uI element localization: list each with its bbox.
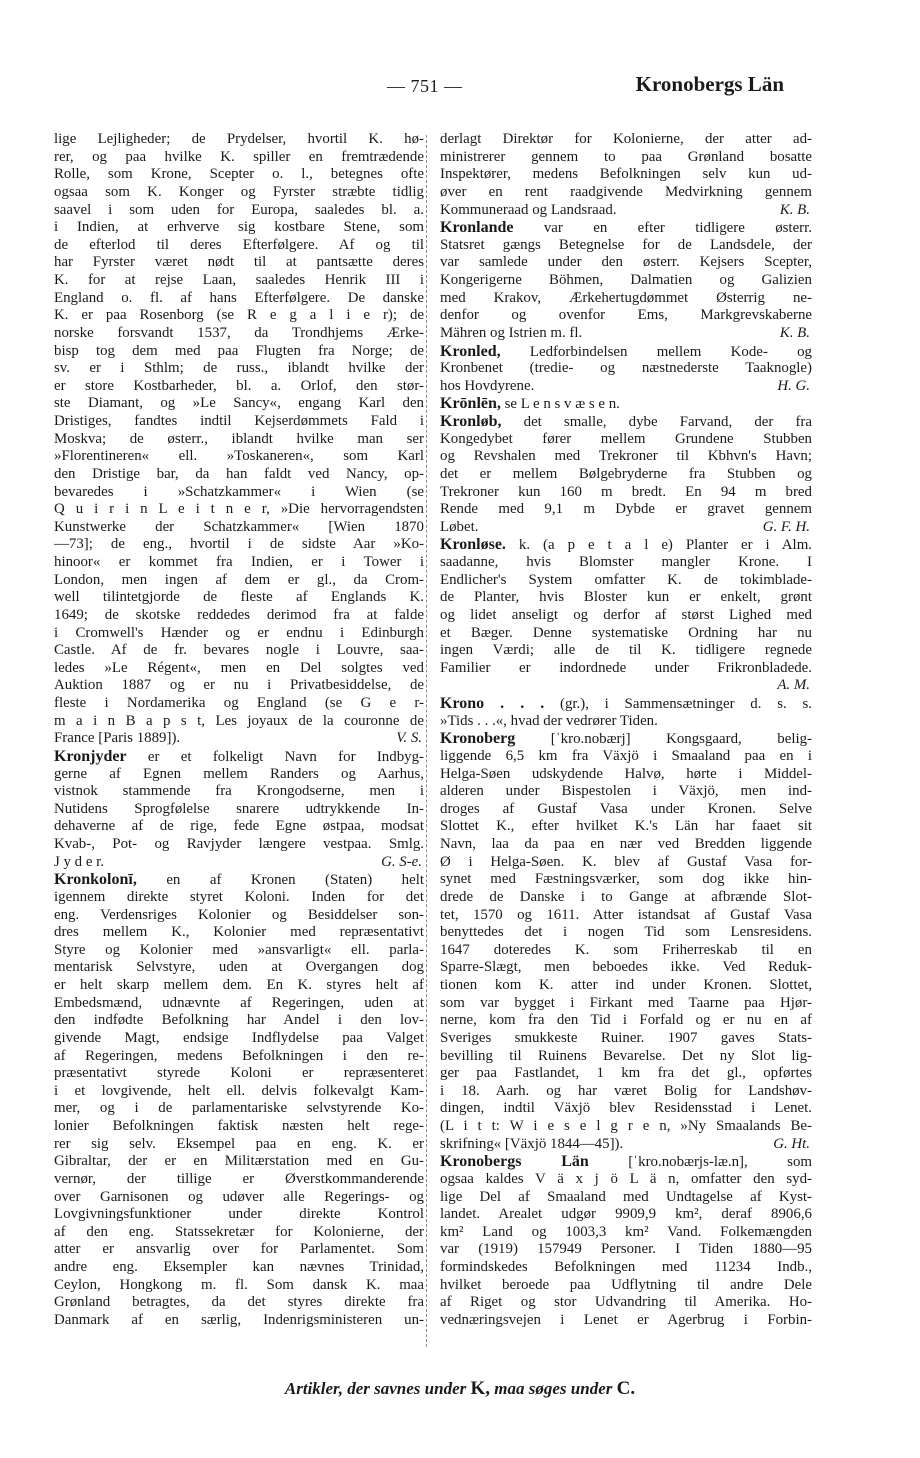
text-line: Sparre-Slægt, men beboedes ikke. Ved Reduk- xyxy=(440,959,812,976)
text-line: var (1919) 157949 Personer. I Tiden 1880—95 xyxy=(440,1241,812,1258)
signature-line xyxy=(440,1136,812,1154)
entry-text: en af Kronen (Staten) helt xyxy=(136,872,424,889)
signature-line xyxy=(440,202,812,220)
entry-headword: Kronobergs Län xyxy=(440,1153,589,1171)
author-signature: V. S. xyxy=(396,730,422,747)
text-line: landet. Arealet udgør 9909,9 km², deraf 8906,6 xyxy=(440,1206,812,1223)
text-line: ogsaa kaldes V ä x j ö L ä n, omfatter den syd- xyxy=(440,1170,812,1187)
entry-text: Ledforbindelsen mellem Kode- og xyxy=(500,343,812,360)
signature-line xyxy=(440,677,812,695)
signature-line xyxy=(440,378,812,396)
text-line: km² Land og 1003,3 km² Vand. Folkemængden xyxy=(440,1223,812,1240)
text-line: eng. Verdensriges Kolonier og Besiddelser son- xyxy=(54,906,424,923)
footer-note xyxy=(0,1378,920,1400)
text-line: vistnok stammende fra Krongodserne, men i xyxy=(54,783,424,800)
author-signature: K. B. xyxy=(779,201,810,218)
entry-first-line xyxy=(440,1153,812,1171)
text-line: Castle. Af de fr. bevares nogle i Louvre, saa- xyxy=(54,642,424,659)
text-line: hinoor« er kommet fra Indien, er i Tower i xyxy=(54,554,424,570)
text-line: K. er paa Rosenborg (se R e g a l i e r); de xyxy=(54,307,424,324)
text-line: rer sig selv. Eksempel paa en eng. K. er xyxy=(54,1135,424,1152)
footer-letter-c: C. xyxy=(616,1378,636,1399)
text-line: mer, og i de parlamentariske selvstyrende Ko- xyxy=(54,1100,424,1117)
text-line: tionen kom K. atter ind under Kronen. Slottet, xyxy=(440,977,812,993)
text-line: sv. er i Sthlm; de russ., iblandt hvilke der xyxy=(54,360,424,377)
text-line: »Florentineren« ell. »Toskaneren«, som Karl xyxy=(54,448,424,465)
page-header xyxy=(0,72,920,104)
signature-text: Mähren og Istrien m. fl. xyxy=(440,324,583,341)
signature-text: Kommuneraad og Landsraad. xyxy=(440,201,617,218)
text-line: i Cromwell's Hænder og er endnu i Edinburgh xyxy=(54,624,424,641)
text-line: præsentativt styrede Koloni er repræsenteret xyxy=(54,1065,424,1082)
text-line: Kongerigerne Böhmen, Dalmatien og Galizien xyxy=(440,272,812,288)
text-line: ste Diamant, og »Le Sancy«, engang Karl den xyxy=(54,395,424,412)
text-line: Trekroner kun 160 m bredt. En 94 m bred xyxy=(440,483,812,500)
text-line: mentarisk Selvstyre, uden at Overgangen dog xyxy=(54,959,424,976)
text-line: dehaverne af de rige, fede Egne østpaa, modsat xyxy=(54,818,424,835)
text-line: Endlicher's System omfatter K. de tokimblade- xyxy=(440,571,812,588)
left-column xyxy=(54,131,424,1330)
text-line: den indfødte Befolkning har Andel i den lov- xyxy=(54,1012,424,1029)
entry-headword: Kronløb, xyxy=(440,413,502,430)
text-line: ledes »Le Régent«, men en Del solgtes ved xyxy=(54,659,424,676)
entry-headword: Kronlande xyxy=(440,219,514,237)
text-line: over Garnisonen og udøver alle Regerings- og xyxy=(54,1188,424,1205)
text-line: London, men ingen af dem er gl., da Crom- xyxy=(54,571,424,588)
entry-headword: Kronoberg xyxy=(440,730,516,748)
author-signature: G. F. H. xyxy=(762,518,810,535)
text-line: var samlede under den østerr. Kejsers Scepter, xyxy=(440,254,812,271)
text-line: tet, 1570 og 1611. Atter istandsat af Gustaf Vasa xyxy=(440,906,812,923)
text-line: dres mellem K., Kolonier med repræsentativt xyxy=(54,924,424,941)
text-line: formindskedes Befolkningen med 11234 Indb., xyxy=(440,1259,812,1275)
signature-line xyxy=(440,519,812,537)
text-line: Gibraltar, der er en Militærstation med en Gu- xyxy=(54,1153,424,1170)
text-line: alderen under Bispestolen i Växjö, men ind- xyxy=(440,783,812,800)
entry-text: k. (a p e t a l e) Planter er i Alm. xyxy=(505,537,812,554)
text-line: liggende 6,5 km fra Växjö i Smaaland paa en i xyxy=(440,747,812,764)
entry-text: se L e n s v æ s e n. xyxy=(500,396,620,413)
text-line: givende Magt, endsige Indflydelse paa Valget xyxy=(54,1029,424,1046)
text-line: lige Lejligheder; de Prydelser, hvortil K. hø- xyxy=(54,131,424,147)
text-line: Lovgivningsfunktioner under direkte Kontrol xyxy=(54,1206,424,1223)
footer-text-1: Artikler, der savnes under xyxy=(284,1379,471,1398)
text-line: Navn, laa da paa en nær ved Bredden liggende xyxy=(440,836,812,852)
text-line: atter er ansvarlig over for Parlamentet. Som xyxy=(54,1241,424,1258)
text-line: igennem direkte styret Koloni. Inden for det xyxy=(54,888,424,905)
text-line: Kronbenet (tredie- og næstnederste Taaknogle) xyxy=(440,360,812,377)
text-line: Kunstwerke der Schatzkammer« [Wien 1870 xyxy=(54,518,424,535)
text-line: bevaredes i »Schatzkammer« i Wien (se xyxy=(54,483,424,500)
text-line: og lidet anseligt og derfor af størst Lighed med xyxy=(440,606,812,623)
entry-text: var en efter tidligere østerr. xyxy=(513,220,812,237)
footer-text-2: maa søges under xyxy=(490,1379,617,1398)
text-line: gerne af Egnen mellem Randers og Aarhus, xyxy=(54,765,424,782)
text-line: vednæringsvejen i Lenet er Agerbrug i Forbin- xyxy=(440,1311,812,1328)
text-line: de efterlod til deres Efterfølgere. Af og til xyxy=(54,236,424,253)
text-line: har Fyrster været nødt til at pantsætte deres xyxy=(54,254,424,271)
entry-text: [ˈkro.nobærjs-læ.n], som xyxy=(588,1154,812,1171)
text-line: og Revshalen med Trekroner til Kbhvn's Havn; xyxy=(440,448,812,465)
text-line: m a i n B a p s t, Les joyaux de la couronne de xyxy=(54,712,424,729)
text-line: 1647 doteredes K. som Friherreskab til en xyxy=(440,941,812,958)
text-line: Rende med 9,1 m Dybde er gravet gennem xyxy=(440,501,812,518)
signature-line xyxy=(440,325,812,343)
entry-first-line xyxy=(440,536,812,554)
entry-first-line xyxy=(440,695,812,713)
entry-first-line xyxy=(54,871,424,889)
text-line: England o. fl. af hans Efterfølgere. De danske xyxy=(54,289,424,306)
text-line: ingen Værdi; alle de til K. tidligere regnede xyxy=(440,642,812,659)
text-line: Statsret gængs Betegnelse for de Landsdele, der xyxy=(440,236,812,253)
text-line: droges af Gustaf Vasa under Kronen. Selve xyxy=(440,800,812,817)
text-line: Slottet K., efter hvilket K.'s Län har faaet sit xyxy=(440,818,812,835)
text-line: nerne, kom fra den Tid i Forfald og er nu en af xyxy=(440,1012,812,1029)
entry-text: [ˈkro.nobærj] Kongsgaard, belig- xyxy=(515,731,812,748)
text-line: Grønland betragtes, da det styres direkte fra xyxy=(54,1294,424,1311)
text-line: den Dristige bar, da han faldt ved Nancy, op- xyxy=(54,465,424,482)
text-line: Rolle, som Krone, Scepter o. l., betegnes ofte xyxy=(54,166,424,183)
signature-text: skrifning« [Växjö 1844—45]). xyxy=(440,1135,624,1152)
text-line: i et lovgivende, helt ell. delvis folkevalgt Kam- xyxy=(54,1082,424,1099)
page-number: — 751 — xyxy=(387,76,463,96)
entry-headword: Kronløse. xyxy=(440,536,506,554)
entry-text: det smalle, dybe Farvand, der fra xyxy=(501,414,812,430)
text-line: Ceylon, Hongkong m. fl. Som dansk K. maa xyxy=(54,1276,424,1293)
entry-headword: Kronled, xyxy=(440,342,501,360)
text-line: Styre og Kolonier med »ansvarligt« ell. parla- xyxy=(54,941,424,958)
author-signature: K. B. xyxy=(779,324,810,341)
text-line: (L i t t: W i e s e l g r e n, »Ny Smaalands Be- xyxy=(440,1118,812,1134)
text-line: lonier Befolkningen faktisk næsten helt rege- xyxy=(54,1118,424,1134)
text-line: vernør, der tillige er Øverstkommanderende xyxy=(54,1170,424,1187)
footer-letter-k: K, xyxy=(470,1378,491,1399)
text-line: er helt skarp mellem dem. En K. styres helt af xyxy=(54,977,424,993)
running-head: Kronobergs Län xyxy=(635,72,784,96)
text-line: af Regeringen, medens Befolkningen i den re- xyxy=(54,1047,424,1064)
text-line: —73]; de eng., hvortil i de sidste Aar »Ko- xyxy=(54,536,424,553)
text-line: Familier er indordnede under Frikronbladede. xyxy=(440,659,812,676)
text-line: med Krakov, Ærkehertugdømmet Østerrig ne- xyxy=(440,289,812,306)
text-line: Kvab-, Pot- og Ravjyder længere vestpaa. Smlg. xyxy=(54,836,424,852)
signature-line xyxy=(54,730,424,748)
text-line: Moskva; de østerr., iblandt hvilke man ser xyxy=(54,430,424,447)
text-line: er store Kostbarheder, bl. a. Orlof, den stør- xyxy=(54,377,424,394)
text-line: derlagt Direktør for Kolonierne, der atter ad- xyxy=(440,131,812,147)
entry-headword: Krono . . . xyxy=(440,695,545,712)
text-line: drede de Danske i to Gange at afbrænde Slot- xyxy=(440,888,812,905)
text-line: Ø i Helga-Søen. K. blev af Gustaf Vasa for- xyxy=(440,853,812,870)
entry-headword: Kronjyder xyxy=(54,747,127,765)
text-line: benyttedes det i nogen Tid som Lensresidens. xyxy=(440,924,812,941)
text-line: well tilintetgjorde de fleste af Englands K. xyxy=(54,589,424,606)
text-line: Inspektører, medens Befolkningen selv kun ud- xyxy=(440,166,812,183)
text-line: i 18. Aarh. og har været Bolig for Landshøv- xyxy=(440,1082,812,1099)
text-line: af den eng. Statssekretær for Kolonierne, der xyxy=(54,1223,424,1240)
text-line: bevilling til Ruinens Bevarelse. Det ny Slot lig- xyxy=(440,1047,812,1064)
right-column xyxy=(440,131,812,1330)
text-line: hvilket beroede paa Udflytning til andre Dele xyxy=(440,1276,812,1293)
text-line: »Tids . . .«, hvad der vedrører Tiden. xyxy=(440,712,658,729)
text-line: lige Del af Smaaland med Undtagelse af Kyst- xyxy=(440,1188,812,1205)
text-line: ogsaa som K. Konger og Fyrster stræbte tidlig xyxy=(54,183,424,200)
text-line: et Bæger. Denne systematiske Ordning har nu xyxy=(440,624,812,641)
text-line: det er mellem Bølgebryderne fra Stubben og xyxy=(440,465,812,482)
text-line: bisp tog dem med paa Flugten fra Norge; de xyxy=(54,342,424,359)
entry-first-line xyxy=(440,730,812,748)
text-line: Nutidens Sprogfølelse snarere udtrykkende In- xyxy=(54,800,424,817)
entry-headword: Krōnlēn, xyxy=(440,395,501,413)
text-line: andre eng. Eksempler kan nævnes Trinidad, xyxy=(54,1259,424,1275)
signature-text: Løbet. xyxy=(440,518,479,535)
text-line: Auktion 1887 og er nu i Privatbesiddelse, de xyxy=(54,677,424,694)
text-line: som var bygget i Firkant med Taarne paa Hjør- xyxy=(440,994,812,1011)
entry-first-line xyxy=(440,343,812,361)
text-line: de Planter, hvis Bloster kun er enkelt, grønt xyxy=(440,589,812,606)
text-line: saavel i som uden for Europa, saaledes bl. a. xyxy=(54,201,424,218)
text-line: rer, og paa hvilke K. spiller en fremtrædende xyxy=(54,148,424,165)
text-line: Q u i r i n L e i t n e r, »Die hervorragendsten xyxy=(54,501,424,518)
text-line: fleste i Nordamerika og England (se G e r- xyxy=(54,695,424,711)
text-line: synet med Fæstningsværker, som dog ikke hin- xyxy=(440,871,812,888)
text-line: 1649; de skotske reddedes derimod fra at falde xyxy=(54,606,424,623)
text-line: ministrerer gennem to paa Grønland bosatte xyxy=(440,148,812,165)
signature-text: J y d e r. xyxy=(54,853,105,870)
author-signature: G. S-e. xyxy=(381,853,422,870)
entry-first-line xyxy=(54,748,424,766)
text-line: af Riget og stor Udvandring til Amerika. Ho- xyxy=(440,1294,812,1311)
text-line: ger paa Fastlandet, 1 km fra det gl., opførtes xyxy=(440,1065,812,1082)
signature-line xyxy=(54,854,424,872)
signature-text: France [Paris 1889]). xyxy=(54,730,181,747)
entry-text: (gr.), i Sammensætninger d. s. s. xyxy=(544,696,812,712)
text-line: øver en rent raadgivende Medvirkning gennem xyxy=(440,183,812,200)
text-line: Embedsmænd, udnævnte af Regeringen, uden at xyxy=(54,994,424,1011)
text-line: Kongedybet fører mellem Grundene Stubben xyxy=(440,430,812,447)
text-line: norske forsvandt 1537, da Trondhjems Ærke- xyxy=(54,324,424,341)
text-line: saadanne, hvis Blomster mangler Krone. I xyxy=(440,554,812,570)
text-line: denfor og ovenfor Ems, Markgrevskaberne xyxy=(440,307,812,324)
author-signature: A. M. xyxy=(777,677,810,694)
entry-first-line xyxy=(440,413,812,431)
author-signature: G. Ht. xyxy=(773,1135,810,1152)
text-line: Sveriges smukkeste Ruiner. 1907 gaves Stats- xyxy=(440,1029,812,1046)
text-line: dingen, indtil Växjö blev Residensstad i Lenet. xyxy=(440,1100,812,1117)
entry-headword: Kronkolonī, xyxy=(54,871,137,889)
signature-text: hos Hovdyrene. xyxy=(440,377,535,394)
column-divider xyxy=(426,135,428,1347)
entry-text: er et folkeligt Navn for Indbyg- xyxy=(126,748,424,765)
entry-first-line xyxy=(440,395,812,413)
text-line: Danmark af en særlig, Indenrigsministeren un- xyxy=(54,1311,424,1328)
text-line: Helga-Søen udskydende Halvø, hørte i Middel- xyxy=(440,765,812,782)
text-line: K. for at rejse Laan, saaledes Henrik III i xyxy=(54,272,424,288)
author-signature: H. G. xyxy=(777,377,810,394)
text-line: i Indien, at erhverve sig kostbare Stene, som xyxy=(54,219,424,236)
entry-first-line xyxy=(440,219,812,237)
text-line: Dristiges, fandtes indtil Kejserdømmets Fald i xyxy=(54,413,424,429)
